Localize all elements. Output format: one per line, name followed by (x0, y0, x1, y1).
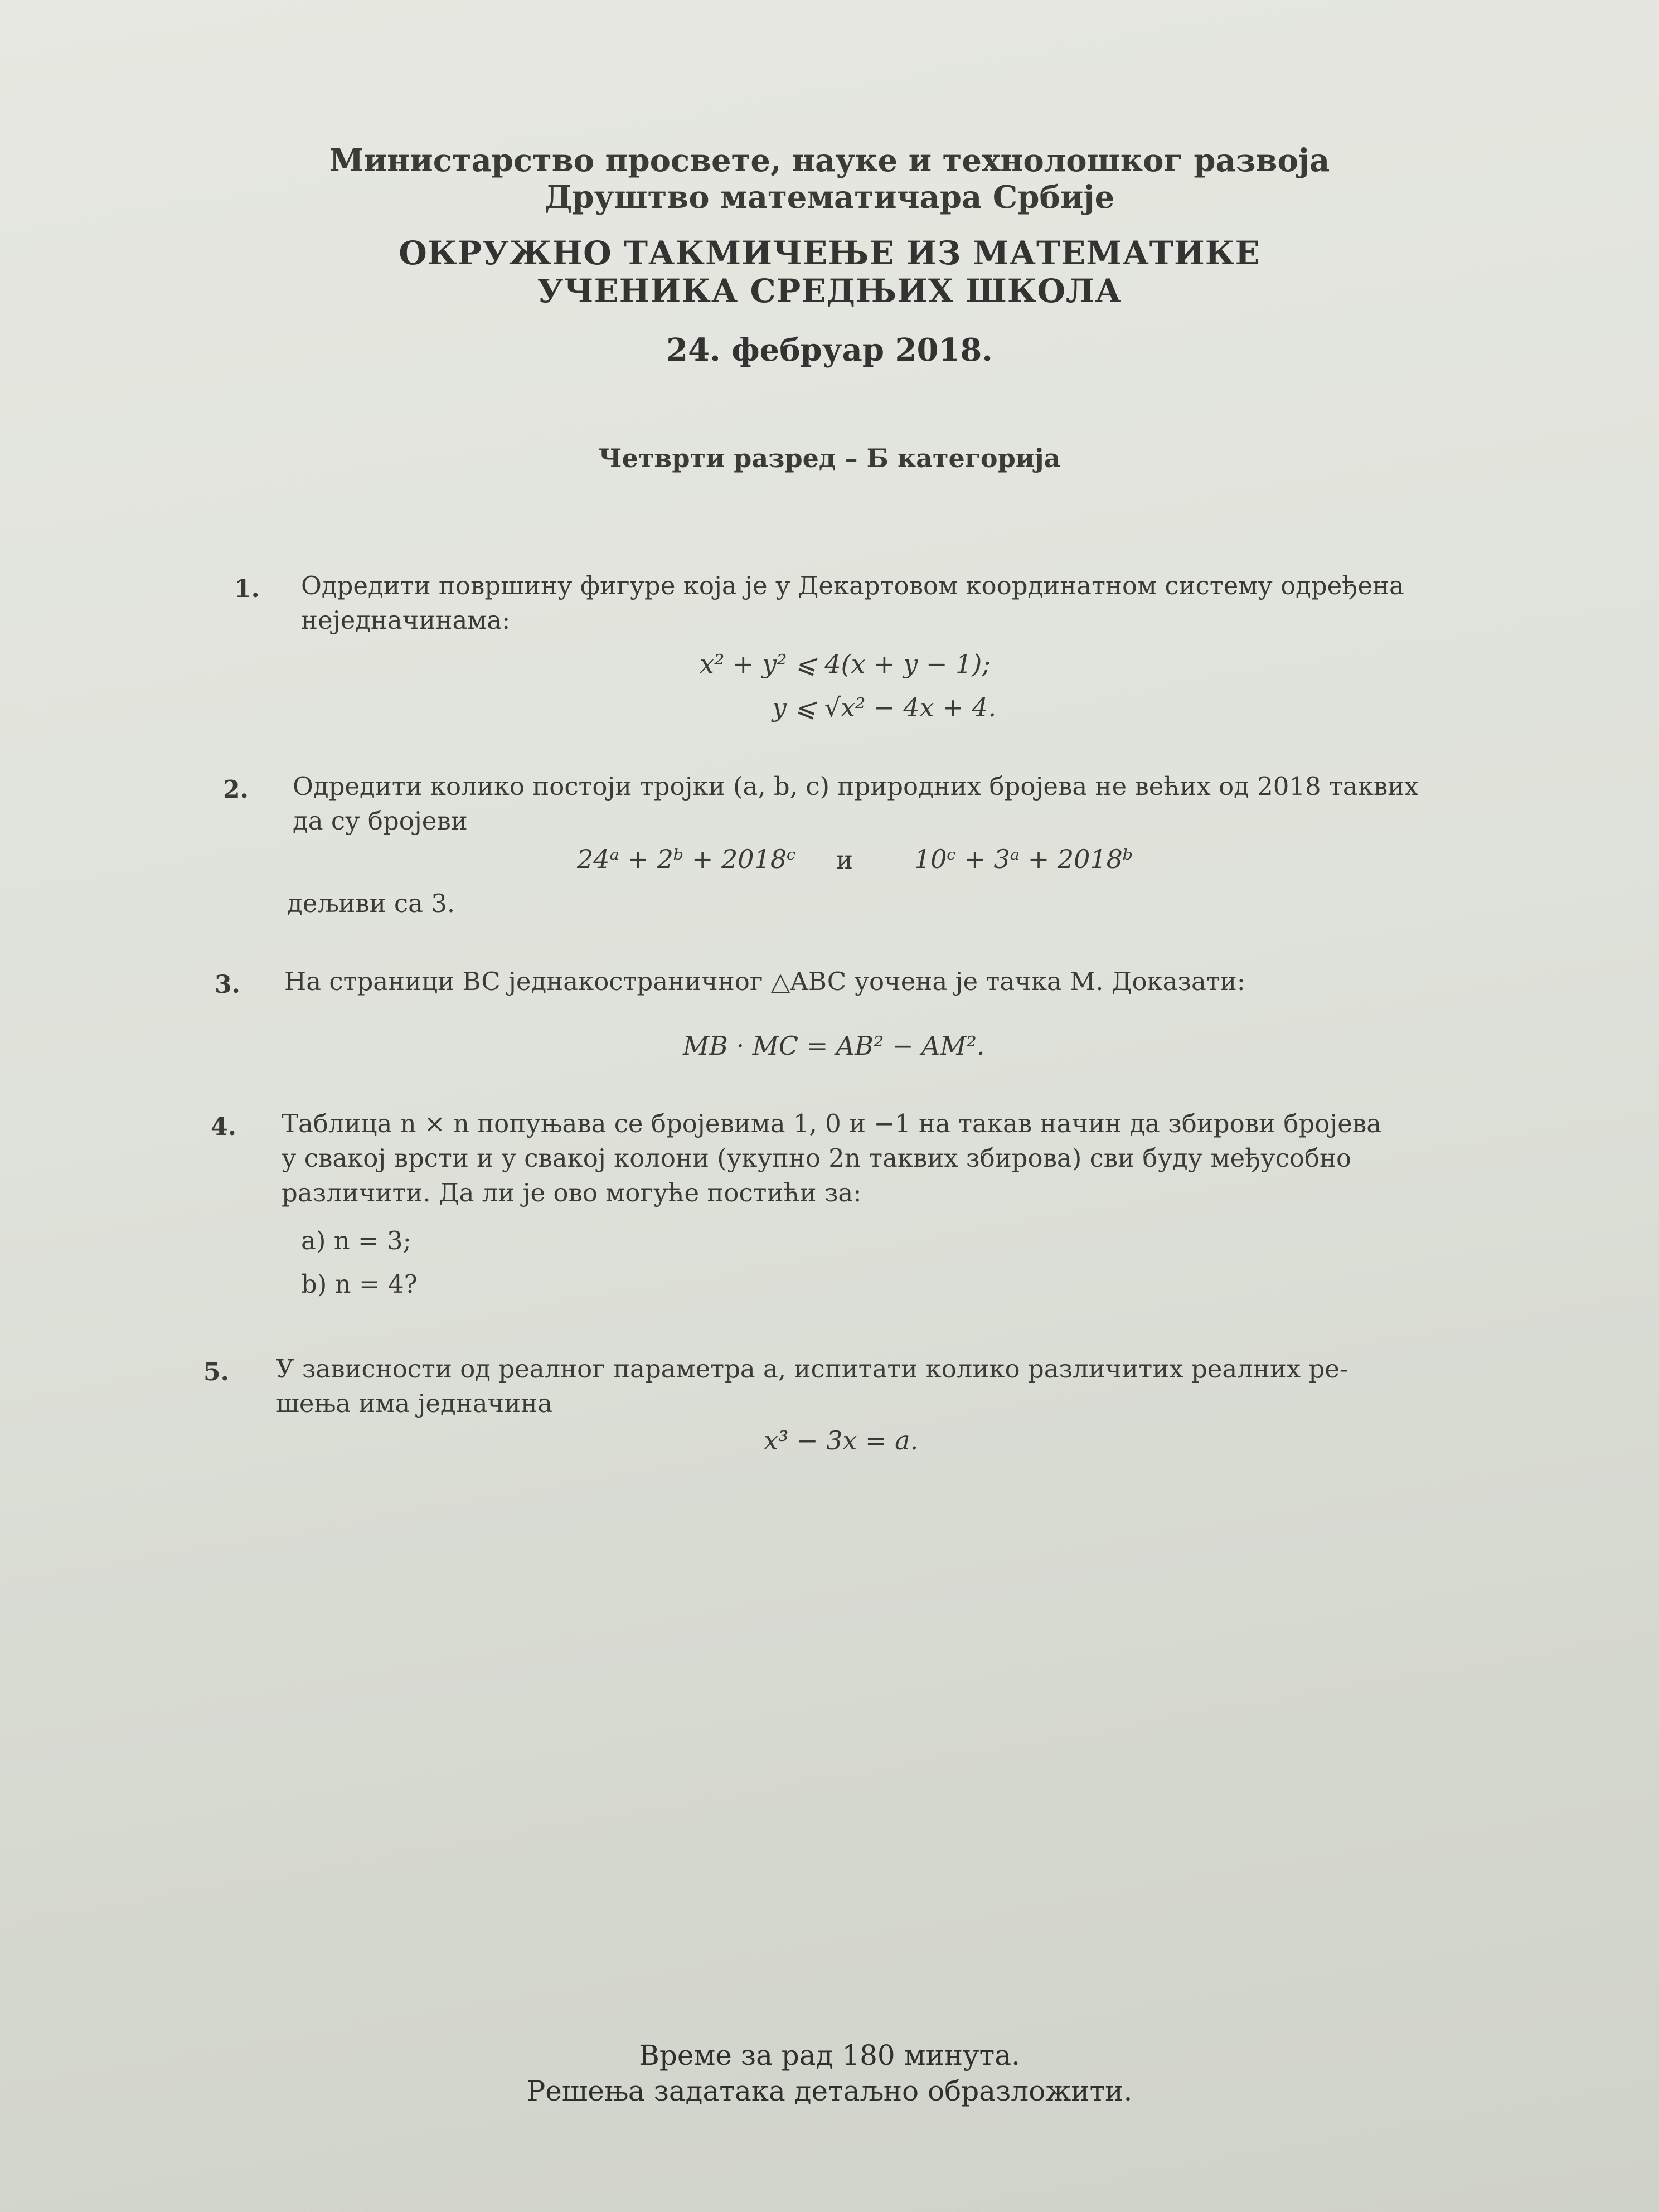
problem-5 (0, 1352, 1659, 1474)
problem-4-text-line-1: Таблица n × n попуњава се бројевима 1, 0 и −1 на такав начин да збирови бројева (282, 1109, 1382, 1138)
exam-category: Четврти разред – Б категорија (598, 443, 1061, 473)
problem-4-item-b: b) n = 4? (301, 1269, 418, 1299)
problem-3-text-line-1: На страници BC једнакостраничног △ABC уочена је тачка M. Доказати: (284, 967, 1245, 996)
problem-3-formula-1: MB · MC = AB² − AM². (683, 1031, 985, 1061)
problem-4-text-line-3: различити. Да ли је ово могуће постићи за: (282, 1178, 862, 1207)
exam-date: 24. фебруар 2018. (666, 332, 993, 368)
competition-title (0, 234, 1659, 310)
problem-2-formula-2: 10ᶜ + 3ᵃ + 2018ᵇ (914, 844, 1133, 874)
problem-1-text-line-2: неједначинама: (301, 605, 511, 635)
problem-4-text-line-2: у свакој врсти и у свакој колони (укупно 2n таквих збирова) сви буду међусобно (282, 1143, 1352, 1173)
problem-2-conjunction: и (836, 845, 853, 875)
problem-1-formula-2: y ⩽ √x² − 4x + 4. (772, 692, 997, 722)
problem-1 (0, 569, 1659, 736)
problem-4-item-a: a) n = 3; (301, 1226, 411, 1255)
problem-5-text-line-2: шења има једначина (276, 1389, 553, 1418)
problem-3 (0, 964, 1659, 1076)
problem-2-text-line-3: дељиви са 3. (287, 889, 455, 918)
time-limit-note: Време за рад 180 минута. (639, 2039, 1020, 2072)
problem-5-text-line-1: У зависности од реалног параметра a, испитати колико различитих реалних ре- (276, 1354, 1348, 1384)
problem-4 (0, 1107, 1659, 1313)
problem-2-text-line-1: Одредити колико постоји тројки (a, b, c) природних бројева не већих од 2018 таквих (293, 772, 1419, 801)
problem-1-formula-1: x² + y² ⩽ 4(x + y − 1); (700, 649, 991, 679)
ministry-heading (0, 142, 1659, 216)
exam-instructions (0, 2038, 1659, 2109)
competition-title-line-2: УЧЕНИКА СРЕДЊИХ ШКОЛА (537, 272, 1122, 310)
problem-2-text-line-2: да су бројеви (293, 806, 468, 836)
problem-5-number: 5. (203, 1358, 229, 1386)
problem-2 (0, 769, 1659, 925)
ministry-line-1: Министарство просвете, науке и технолошког развоја (329, 142, 1330, 179)
ministry-line-2: Друштво математичара Србије (544, 179, 1115, 216)
problem-5-formula-1: x³ − 3x = a. (764, 1425, 919, 1456)
problem-2-number: 2. (223, 775, 249, 804)
competition-title-line-1: ОКРУЖНО ТАКМИЧЕЊЕ ИЗ МАТЕМАТИКЕ (399, 234, 1260, 272)
problem-1-text-line-1: Одредити површину фигуре која је у Декартовом координатном систему одређена (301, 571, 1404, 600)
problem-3-number: 3. (215, 971, 240, 999)
solutions-note: Решења задатака детаљно образложити. (526, 2075, 1133, 2107)
problem-2-formula-1: 24ᵃ + 2ᵇ + 2018ᶜ (577, 844, 796, 874)
problem-4-number: 4. (211, 1113, 236, 1141)
problem-1-number: 1. (234, 575, 260, 603)
